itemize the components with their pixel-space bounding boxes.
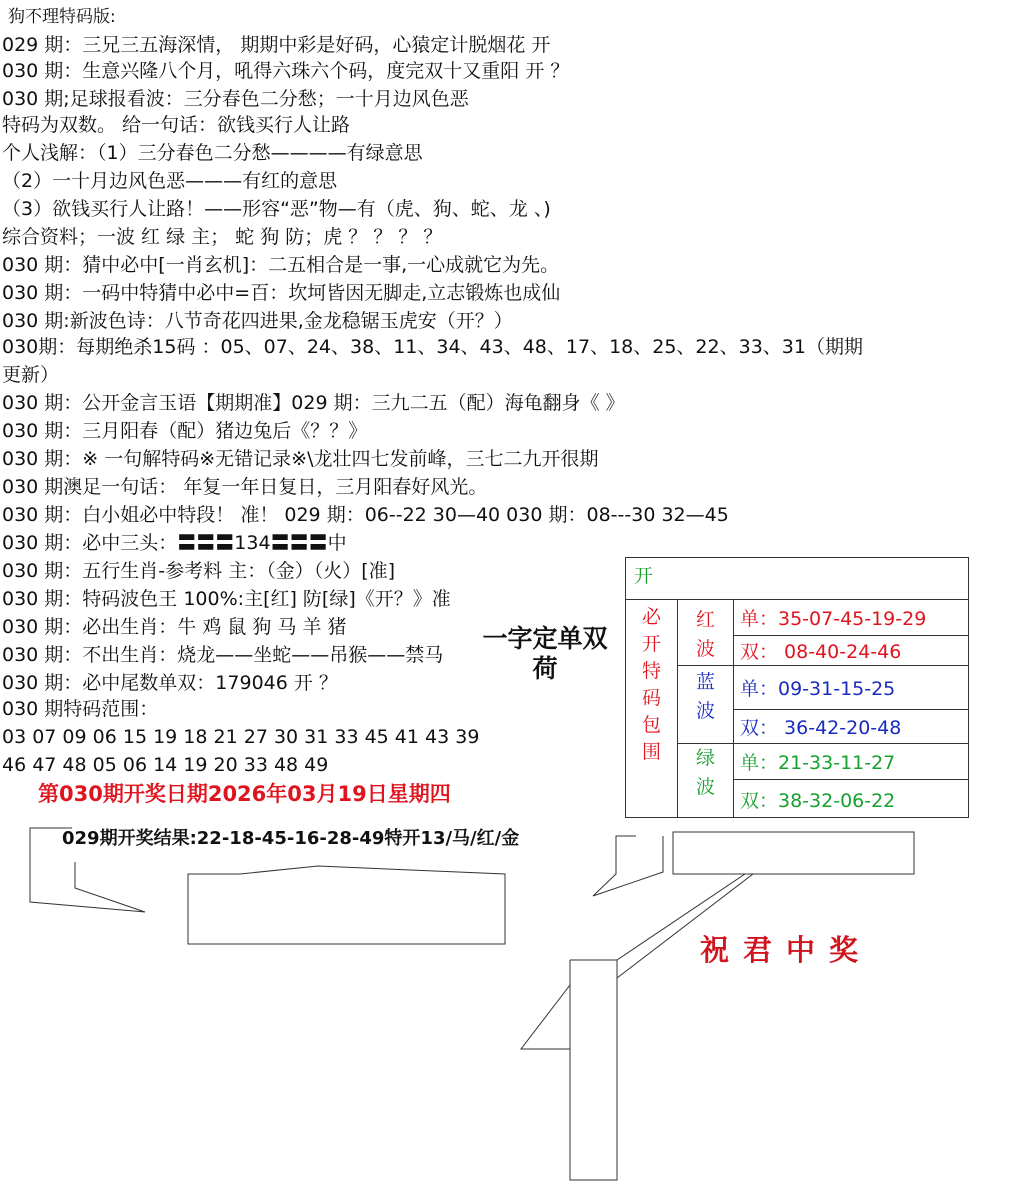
prediction-line: 030 期：三月阳春（配）猪边兔后《？？》 (2, 420, 368, 442)
prediction-line: 030 期：公开金言玉语【期期准】029 期：三九二五（配）海龟翻身《 》 (2, 392, 625, 414)
col-label-char: 特 (641, 660, 661, 682)
green-double: 双：38-32-06-22 (740, 789, 896, 812)
prediction-line: 更新） (2, 364, 60, 386)
red-double: 双： 08-40-24-46 (734, 636, 968, 666)
group-green-char1: 绿 (695, 747, 715, 769)
blessing-text: 祝君中奖 (700, 933, 873, 967)
group-green-char2: 波 (695, 776, 715, 798)
prediction-line: （3）欲钱买行人让路！——形容“恶”物—有（虎、狗、蛇、龙 、) (2, 198, 551, 220)
callout-left (30, 828, 145, 912)
draw-date: 第030期开奖日期2026年03月19日星期四 (38, 782, 451, 806)
prediction-line: 030 期：必中三头：〓〓〓134〓〓〓中 (2, 532, 347, 554)
prediction-line: 030 期：生意兴隆八个月，吼得六珠六个码，度完双十又重阳 开 ？ (2, 60, 570, 82)
col-label-char: 围 (641, 741, 661, 763)
group-blue-char2: 波 (695, 700, 715, 722)
prediction-line: 030 期:新波色诗：八节奇花四进果,金龙稳锯玉虎安（开？） (2, 310, 513, 332)
group-red-char1: 红 (695, 609, 715, 631)
prediction-line: 个人浅解：（1）三分春色二分愁————有绿意思 (2, 142, 423, 164)
callout-pointer (521, 985, 570, 1049)
single-double-line2: 荷 (532, 654, 558, 683)
prediction-line: 030 期：五行生肖-参考料 主：（金）（火）[准] (2, 560, 396, 582)
col-label-char: 码 (641, 687, 661, 709)
group-red-char2: 波 (695, 638, 715, 660)
prediction-line: 030 期特码范围： (2, 698, 159, 720)
callout-small (593, 836, 663, 896)
prediction-line: 030 期：猜中必中[一肖玄机]：二五相合是一事,一心成就它为先。 (2, 254, 560, 276)
prediction-line: （2）一十月边风色恶———有红的意思 (2, 170, 338, 192)
col-label-char: 开 (641, 633, 661, 655)
green-single: 单：21-33-11-27 (734, 744, 968, 780)
col-label-char: 必 (641, 606, 661, 628)
single-double-line1: 一字定单双 (482, 624, 608, 653)
prediction-line: 030 期澳足一句话： 年复一年日复日，三月阳春好风光。 (2, 476, 488, 498)
prediction-line: 030 期：必出生肖：牛 鸡 鼠 狗 马 羊 猪 (2, 616, 347, 638)
prediction-line: 46 47 48 05 06 14 19 20 33 48 49 (2, 754, 329, 776)
prediction-line: 03 07 09 06 15 19 18 21 27 30 31 33 45 41 43 39 (2, 726, 480, 748)
callout-tall (570, 960, 617, 1180)
table-header: 开 (626, 558, 968, 600)
prediction-line: 特码为双数。 给一句话：欲钱买行人让路 (2, 114, 351, 136)
prediction-line: 030 期：一码中特猜中必中=百：坎坷皆因无脚走,立志锻炼也成仙 (2, 282, 561, 304)
page-title: 狗不理特码版: (8, 7, 116, 27)
callout-box-center (188, 866, 505, 944)
last-result: 029期开奖结果:22-18-45-16-28-49特开13/马/红/金 (62, 828, 520, 849)
prediction-line: 综合资料；一波 红 绿 主； 蛇 狗 防；虎 ？ ？ ？ ？ (2, 226, 443, 248)
prediction-line: 030 期：不出生肖：烧龙——坐蛇——吊猴——禁马 (2, 644, 444, 666)
prediction-line: 030 期;足球报看波：三分春色二分愁；一十月边风色恶 (2, 88, 469, 110)
prediction-line: 030 期：白小姐必中特段！ 准！ 029 期：06--22 30—40 030 期：08---30 32—45 (2, 504, 729, 526)
prediction-line: 030 期：特码波色王 100%:主[红] 防[绿]《开？》准 (2, 588, 451, 610)
prediction-line: 030期：每期绝杀15码 ：05、07、24、38、11、34、43、48、17、18、25、22、33、31（期期 (2, 336, 863, 358)
prediction-line: 030 期：必中尾数单双：179046 开 ？ (2, 672, 338, 694)
blue-double: 双： 36-42-20-48 (734, 710, 968, 744)
red-single: 单：35-07-45-19-29 (734, 600, 968, 636)
prediction-line: 029 期：三兄三五海深情， 期期中彩是好码，心猿定计脱烟花 开 (2, 34, 551, 56)
callout-box-right (673, 832, 914, 874)
col-label-char: 包 (641, 714, 661, 736)
blue-single: 单：09-31-15-25 (734, 666, 968, 710)
prediction-line: 030 期：※ 一句解特码※无错记录※\龙壮四七发前峰，三七二九开很期 (2, 448, 599, 470)
group-blue-char1: 蓝 (695, 671, 715, 693)
